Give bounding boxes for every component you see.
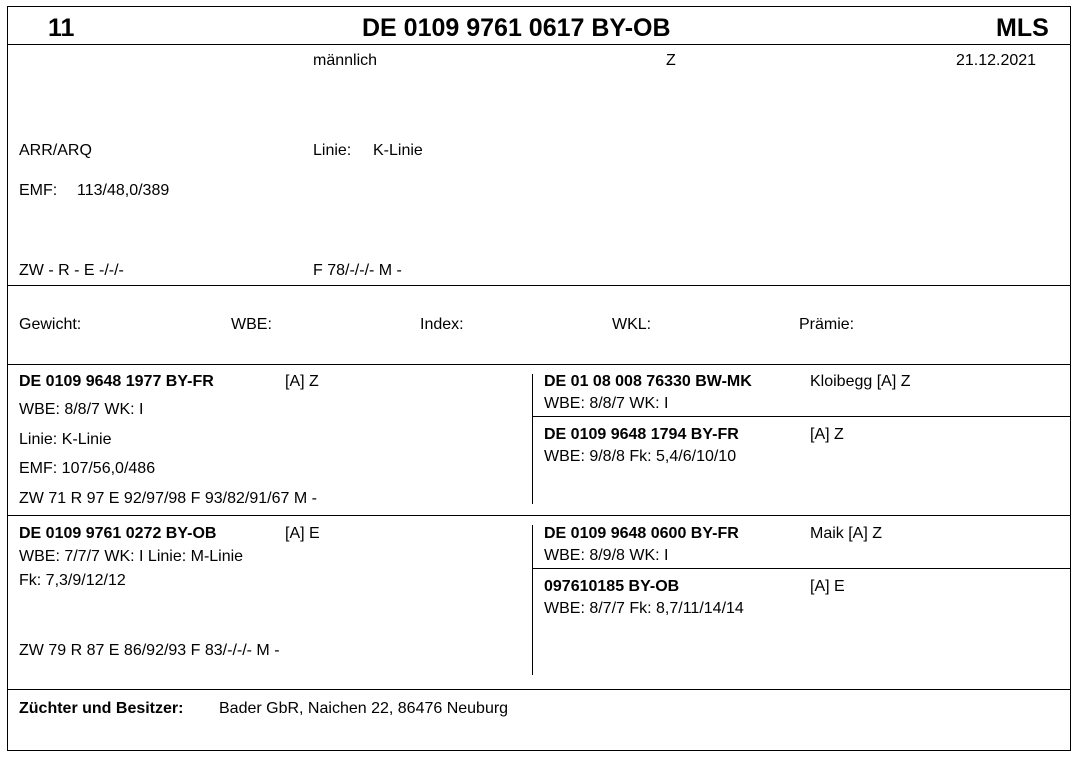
breeding-values-f: F 78/-/-/- M -	[313, 262, 402, 279]
breeder-owner-value: Bader GbR, Naichen 22, 86476 Neuburg	[219, 700, 509, 717]
dam-fk: Fk: 7,3/9/12/12	[19, 572, 126, 589]
wbe-label: WBE:	[231, 316, 272, 333]
divider-footer	[7, 689, 1071, 690]
ring-id-title: DE 0109 9761 0617 BY-OB	[362, 14, 671, 42]
sire-wbe: WBE: 8/8/7 WK: I	[19, 401, 144, 418]
emf-label: EMF:	[19, 182, 58, 199]
sire-sire-wbe: WBE: 8/8/7 WK: I	[544, 395, 669, 412]
sire-id: DE 0109 9648 1977 BY-FR	[19, 373, 214, 390]
dam-wbe: WBE: 7/7/7 WK: I Linie: M-Linie	[19, 548, 244, 565]
sire-sire-tag: Kloibegg [A] Z	[810, 373, 911, 390]
sire-sire-id: DE 01 08 008 76330 BW-MK	[544, 373, 752, 390]
linie-label: Linie:	[313, 142, 352, 159]
divider-parents	[7, 515, 1071, 516]
sire-dam-id: DE 0109 9648 1794 BY-FR	[544, 426, 739, 443]
divider-bird	[7, 285, 1071, 286]
wkl-label: WKL:	[612, 316, 652, 333]
breeder-owner-label: Züchter und Besitzer:	[19, 700, 184, 717]
dam-sire-wbe: WBE: 8/9/8 WK: I	[544, 547, 669, 564]
sire-emf: EMF: 107/56,0/486	[19, 460, 156, 477]
dam-sire-id: DE 0109 9648 0600 BY-FR	[544, 525, 739, 542]
emf-value: 113/48,0/389	[77, 182, 170, 199]
sex: männlich	[313, 52, 378, 69]
index-label: Index:	[420, 316, 464, 333]
dam-sire-tag: Maik [A] Z	[810, 525, 883, 542]
sire-linie: Linie: K-Linie	[19, 431, 112, 448]
catalog-number: 11	[48, 14, 75, 42]
dam-dam-id: 097610185 BY-OB	[544, 578, 680, 595]
dam-id: DE 0109 9761 0272 BY-OB	[19, 525, 217, 542]
divider-evaluation	[7, 364, 1071, 365]
mark: Z	[666, 52, 676, 69]
divider-dam-grandparents	[532, 568, 1071, 569]
dam-tag: [A] E	[285, 525, 320, 542]
divider-sire-vertical	[532, 374, 533, 504]
divider-header	[7, 44, 1071, 45]
sire-dam-tag: [A] Z	[810, 426, 844, 443]
sire-zw: ZW 71 R 97 E 92/97/98 F 93/82/91/67 M -	[19, 490, 317, 507]
praemie-label: Prämie:	[799, 316, 855, 333]
dam-dam-tag: [A] E	[810, 578, 845, 595]
sire-tag: [A] Z	[285, 373, 319, 390]
sire-dam-wbe: WBE: 9/8/8 Fk: 5,4/6/10/10	[544, 448, 737, 465]
weight-label: Gewicht:	[19, 316, 82, 333]
dam-zw: ZW 79 R 87 E 86/92/93 F 83/-/-/- M -	[19, 642, 280, 659]
divider-dam-vertical	[532, 525, 533, 675]
dam-dam-wbe: WBE: 8/7/7 Fk: 8,7/11/14/14	[544, 600, 744, 617]
birth-date: 21.12.2021	[956, 52, 1037, 69]
breeding-values-zw: ZW - R - E -/-/-	[19, 262, 124, 279]
divider-sire-grandparents	[532, 416, 1071, 417]
genotype: ARR/ARQ	[19, 142, 92, 159]
linie-value: K-Linie	[373, 142, 423, 159]
breed-code: MLS	[996, 14, 1049, 42]
